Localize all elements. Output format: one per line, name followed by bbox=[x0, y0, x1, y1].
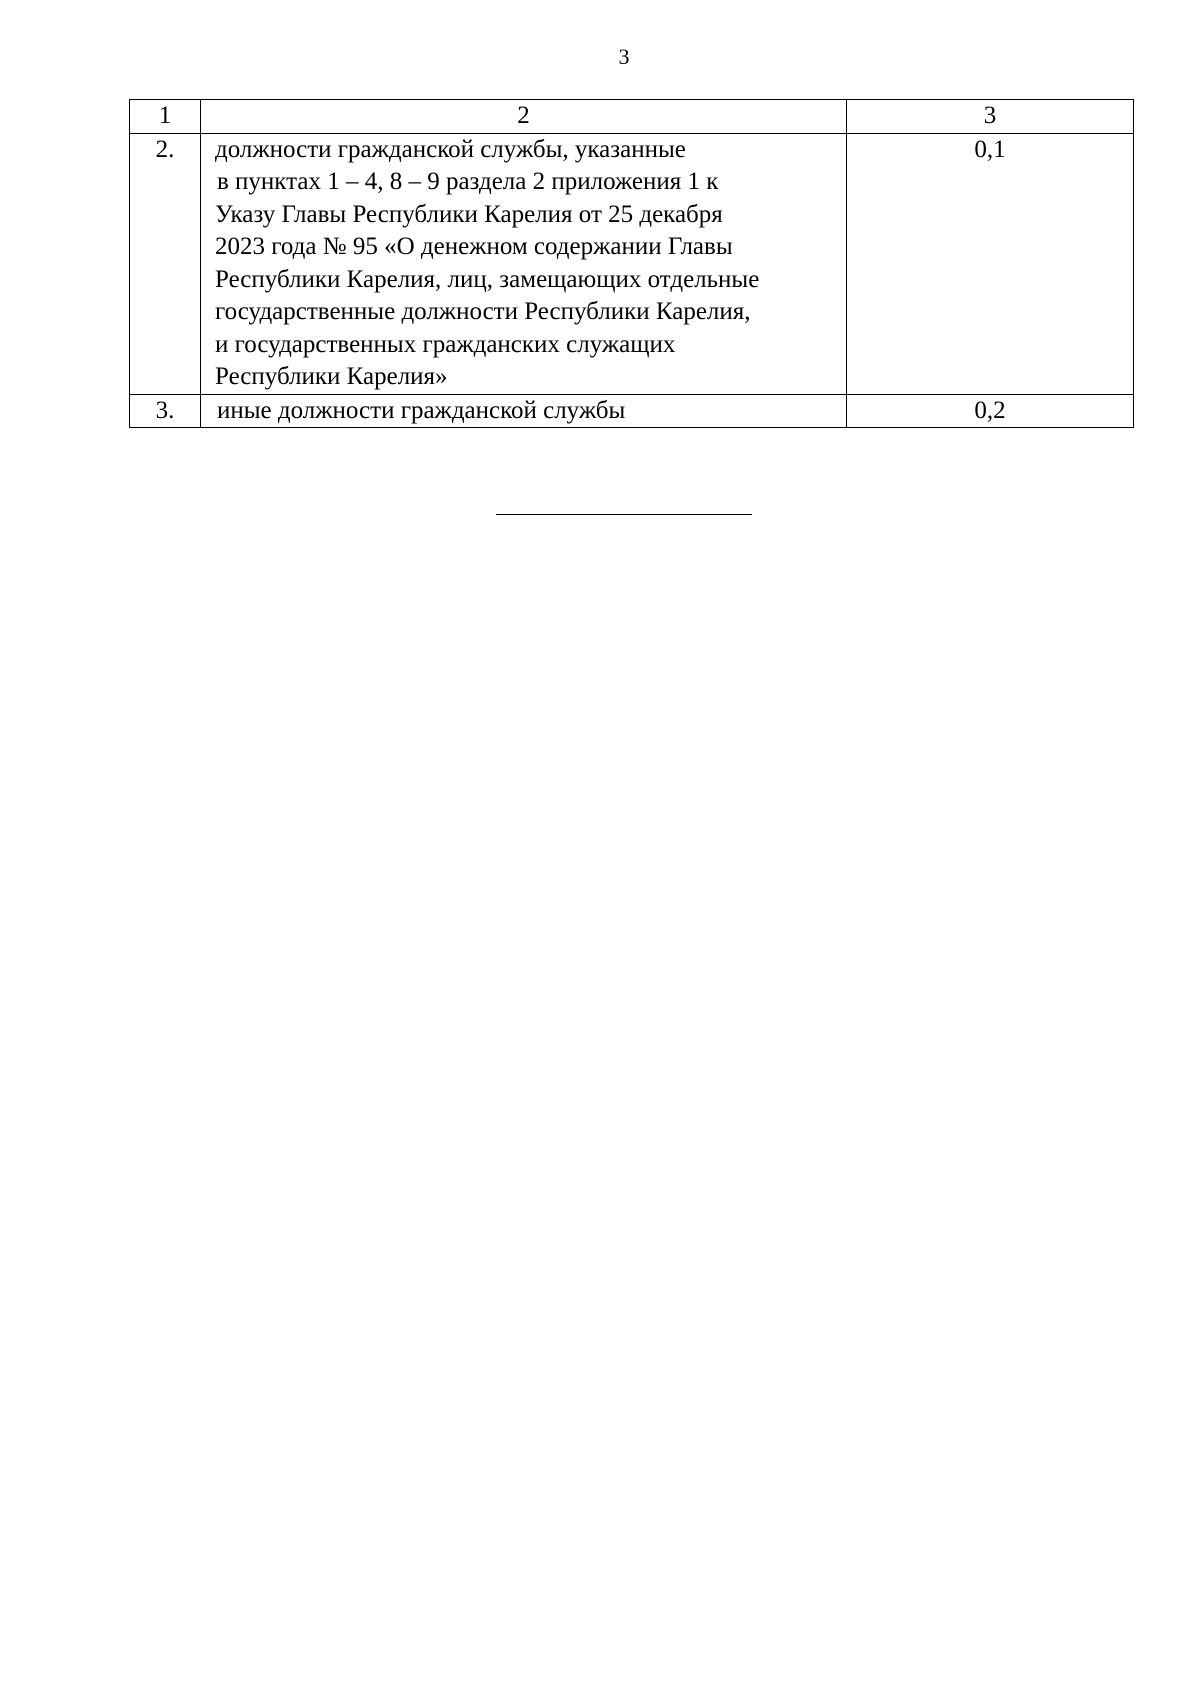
column-header-2: 2 bbox=[201, 100, 847, 134]
description-line: должности гражданской службы, указанные bbox=[215, 135, 686, 163]
table-row bbox=[130, 394, 1134, 428]
column-header-1: 1 bbox=[130, 100, 201, 134]
description-line: 2023 года № 95 «О денежном содержании Главы bbox=[215, 233, 733, 260]
row-number: 3. bbox=[130, 394, 201, 428]
description-line: Указу Главы Республики Карелия от 25 декабря bbox=[215, 200, 723, 228]
description-line: государственные должности Республики Карелия, bbox=[215, 298, 751, 325]
description-line: в пунктах 1 – 4, 8 – 9 раздела 2 приложения 1 к bbox=[217, 168, 719, 195]
coefficients-table bbox=[129, 99, 1134, 428]
end-separator-line bbox=[496, 514, 752, 515]
column-header-3: 3 bbox=[847, 100, 1134, 134]
position-description bbox=[201, 394, 847, 428]
description-line: Республики Карелия, лиц, замещающих отдельные bbox=[215, 265, 760, 293]
page-number: 3 bbox=[618, 44, 630, 69]
description-line: Республики Карелия» bbox=[215, 363, 448, 390]
description-line: и государственных гражданских служащих bbox=[215, 330, 676, 358]
position-description bbox=[201, 133, 847, 394]
table-header-row bbox=[130, 100, 1134, 134]
row-number: 2. bbox=[130, 133, 201, 394]
description-line: иные должности гражданской службы bbox=[217, 396, 626, 424]
coefficient-value: 0,2 bbox=[847, 394, 1134, 428]
table-row bbox=[130, 133, 1134, 394]
coefficient-value: 0,1 bbox=[847, 133, 1134, 394]
